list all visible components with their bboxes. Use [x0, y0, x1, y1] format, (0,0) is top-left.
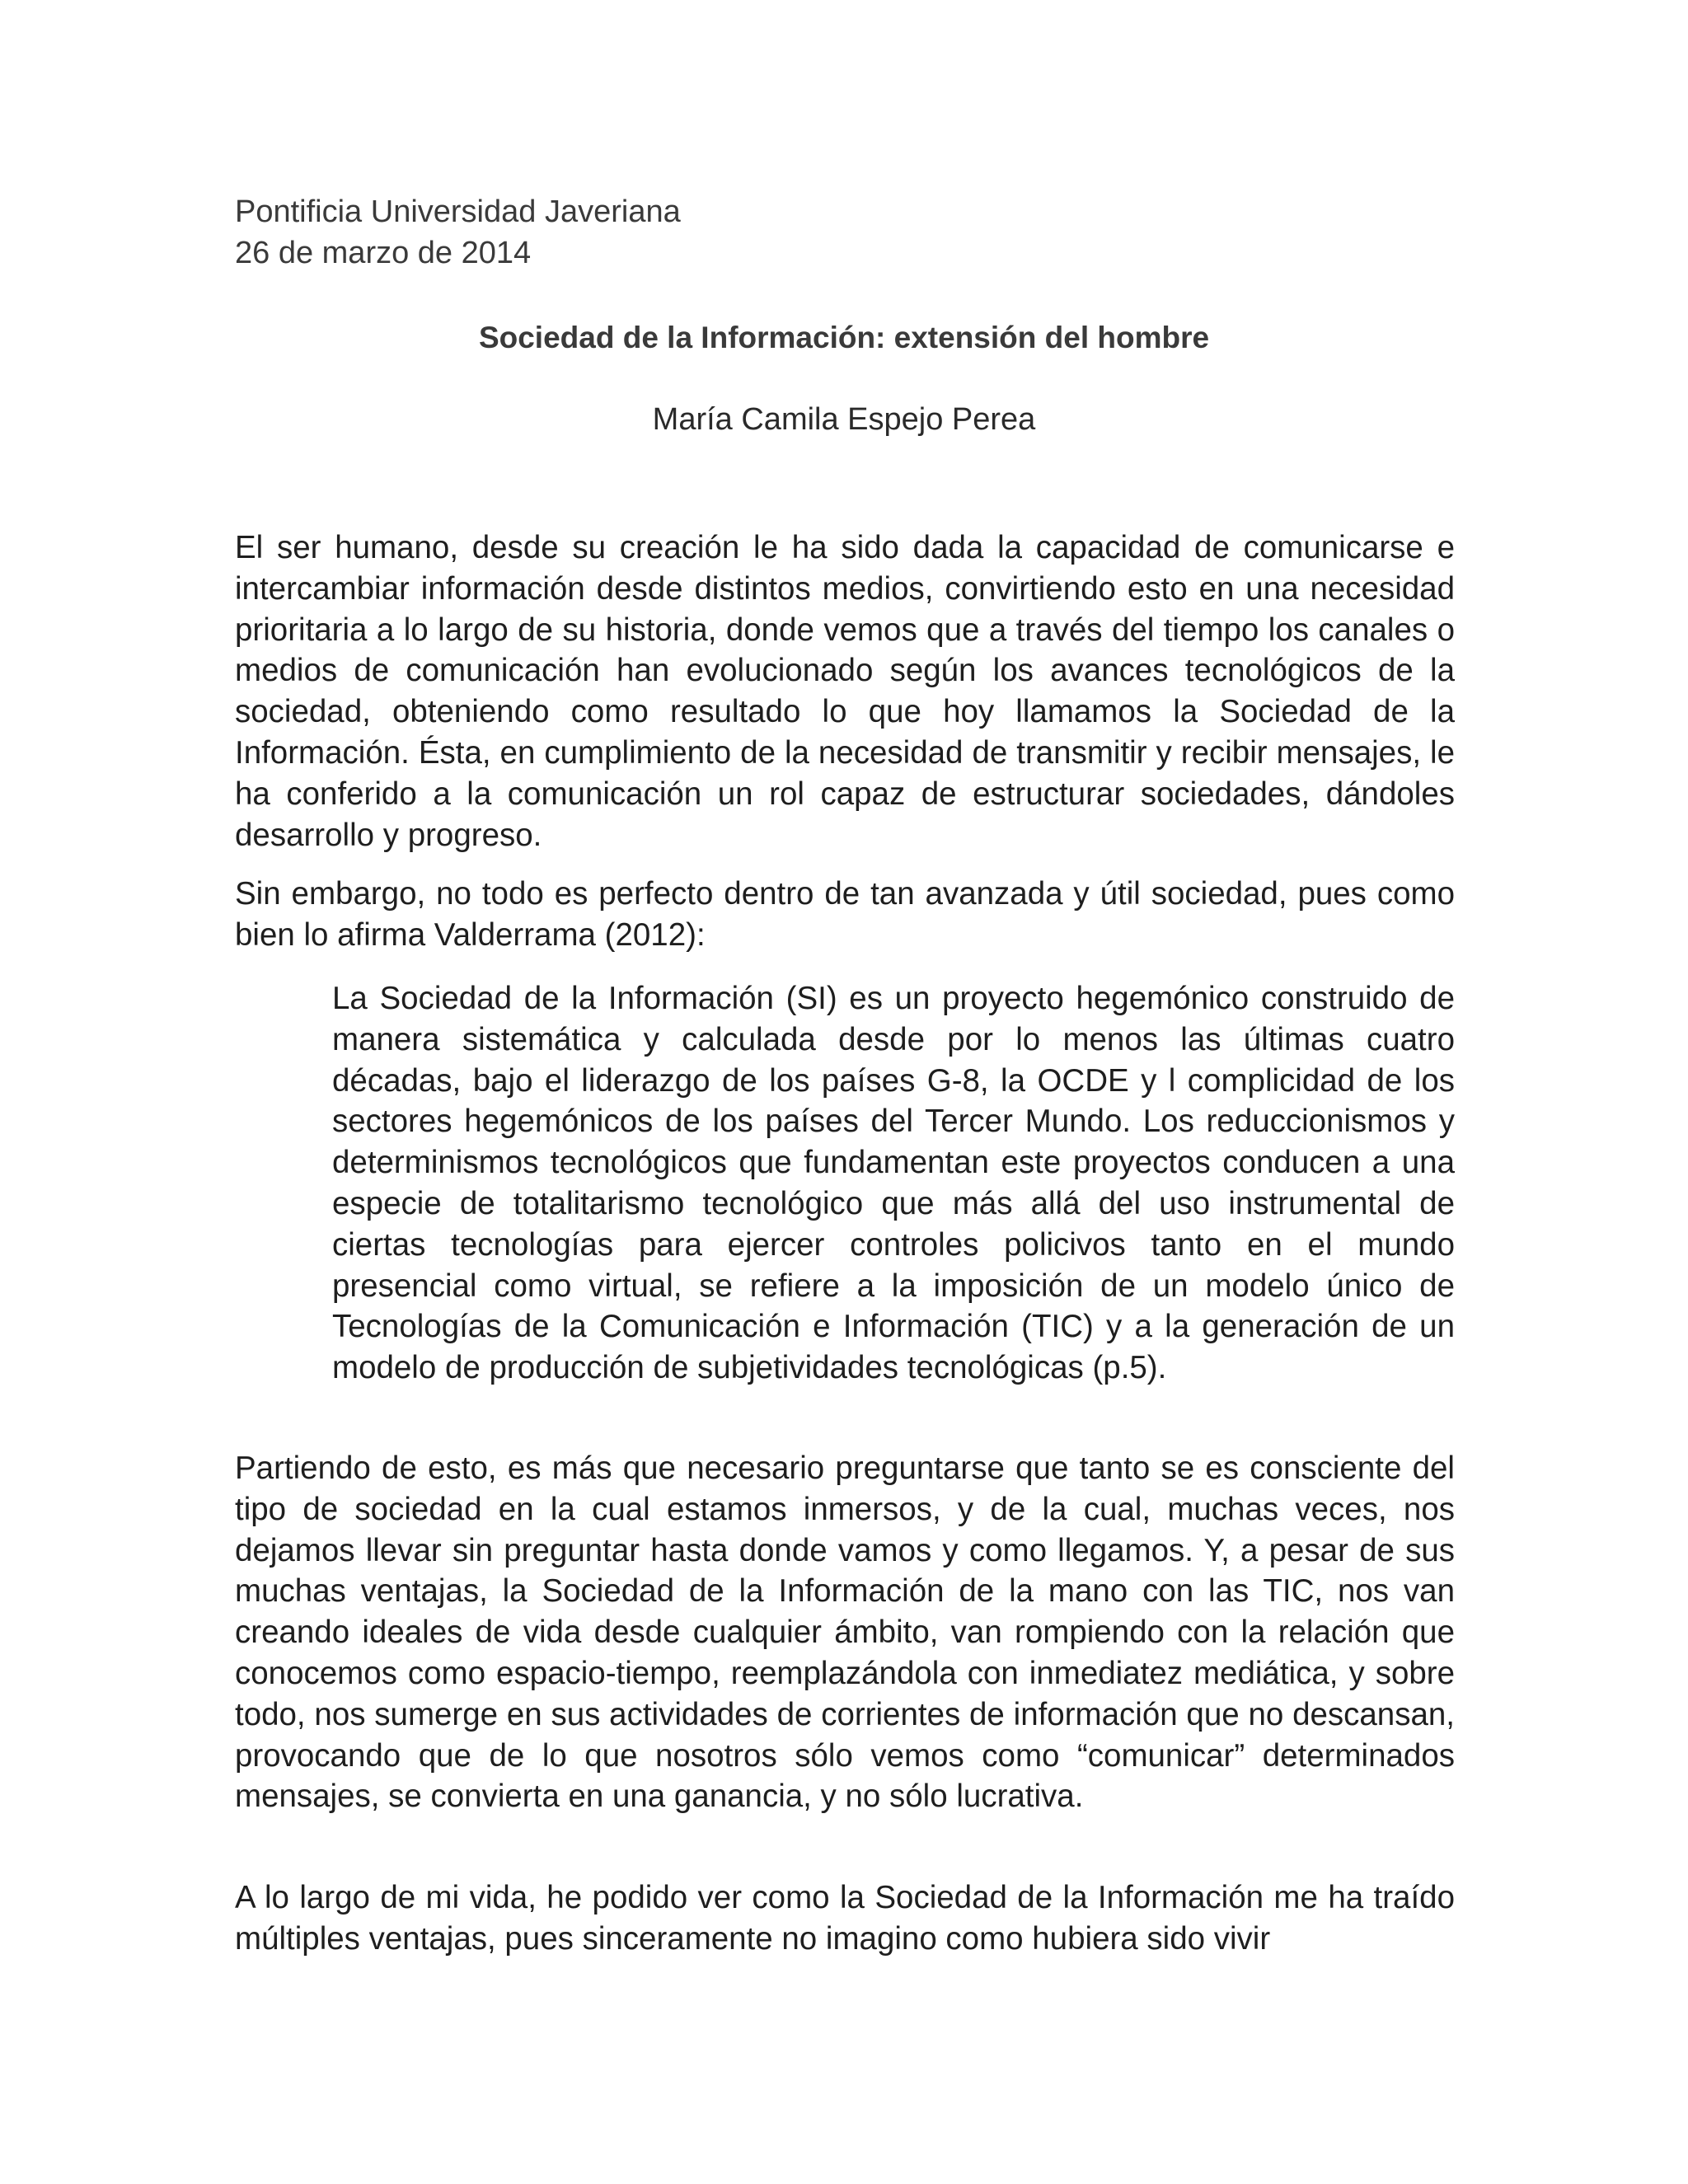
institution-name: Pontificia Universidad Javeriana [235, 194, 681, 229]
document-title: Sociedad de la Información: extensión del hombre [478, 321, 1210, 354]
body-paragraph-1: El ser humano, desde su creación le ha sido dada la capacidad de comunicarse e intercambiar información desde distintos medios, convirtiendo esto en una necesidad prioritaria a lo largo de su historia, donde vemos que a través del tiempo los canales o medios de comunicación han evolucionado según los avances tecnológicos de la sociedad, obteniendo como resultado lo que hoy llamamos la Sociedad de la Información. Ésta, en cumplimiento de la necesidad de transmitir y recibir mensajes, le ha conferido a la comunicación un rol capaz de estructurar sociedades, dándoles desarrollo y progreso. [235, 530, 1455, 853]
document-date: 26 de marzo de 2014 [235, 236, 532, 270]
author-name: María Camila Espejo Perea [652, 402, 1036, 437]
block-quote: La Sociedad de la Información (SI) es un proyecto hegemónico construido de manera sistemática y calculada desde por lo menos las últimas cuatro décadas, bajo el liderazgo de los países G-8, la OCDE y l complicidad de los sectores hegemónicos de los países del Tercer Mundo. Los reduccionismos y determinismos tecnológicos que fundamentan este proyectos conducen a una especie de totalitarismo tecnológico que más allá del uso instrumental de ciertas tecnologías para ejercer controles policivos tanto en el mundo presencial como virtual, se refiere a la imposición de un modelo único de Tecnologías de la Comunicación e Información (TIC) y a la generación de un modelo de producción de subjetividades tecnológicas (p.5). [332, 981, 1455, 1386]
body-paragraph-2: Sin embargo, no todo es perfecto dentro de tan avanzada y útil sociedad, pues como bien lo afirma Valderrama (2012): [235, 876, 1455, 953]
body-paragraph-3: Partiendo de esto, es más que necesario preguntarse que tanto se es consciente del tipo de sociedad en la cual estamos inmersos, y de la cual, muchas veces, nos dejamos llevar sin preguntar hasta donde vamos y como llegamos. Y, a pesar de sus muchas ventajas, la Sociedad de la Información de la mano con las TIC, nos van creando ideales de vida desde cualquier ámbito, van rompiendo con la relación que conocemos como espacio-tiempo, reemplazándola con inmediatez mediática, y sobre todo, nos sumerge en sus actividades de corrientes de información que no descansan, provocando que de lo que nosotros sólo vemos como “comunicar” determinados mensajes, se convierta en una ganancia, y no sólo lucrativa. [235, 1451, 1455, 1815]
body-paragraph-4: A lo largo de mi vida, he podido ver como la Sociedad de la Información me ha traído múltiples ventajas, pues sinceramente no imagino como hubiera sido vivir [235, 1880, 1455, 1957]
